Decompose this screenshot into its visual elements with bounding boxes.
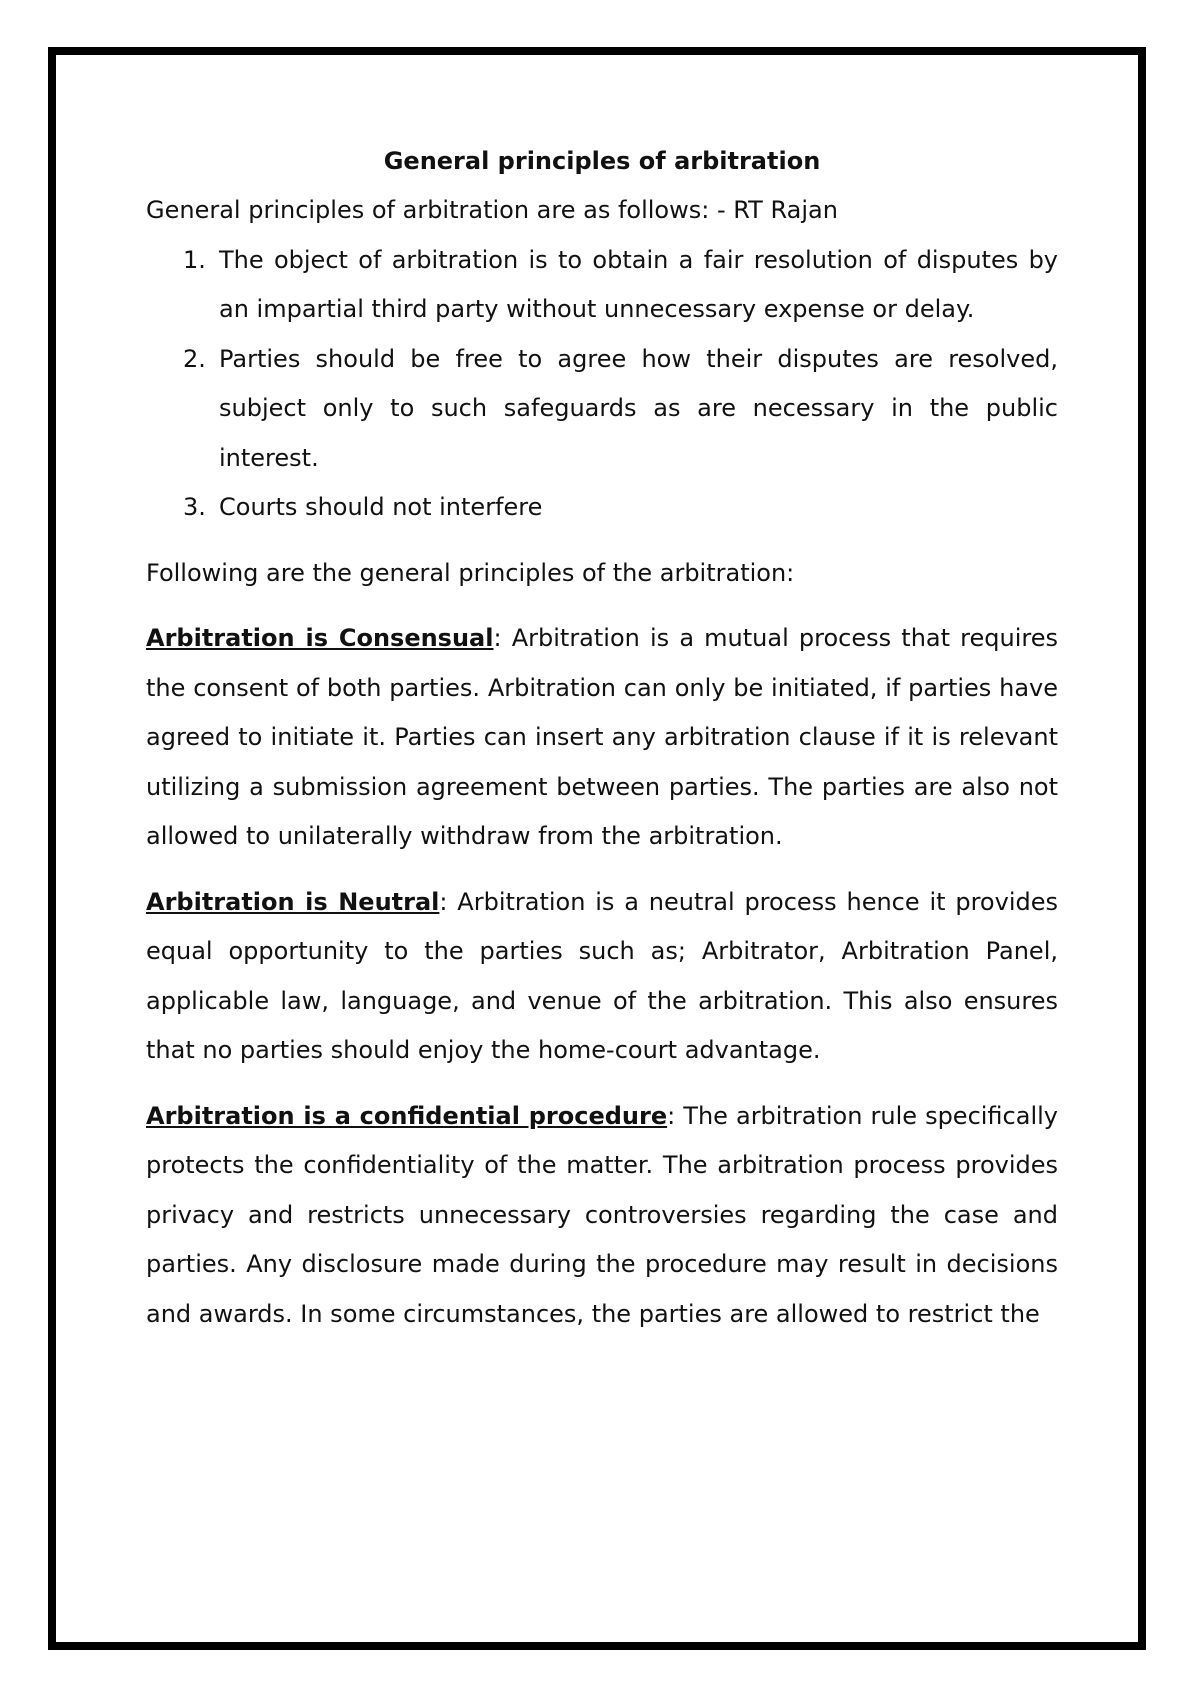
document-title: General principles of arbitration: [383, 147, 821, 175]
list-item: [146, 236, 1058, 335]
section-neutral: [146, 878, 1058, 1076]
list-item: [146, 335, 1058, 484]
intro-line: General principles of arbitration are as follows: - RT Rajan: [146, 196, 838, 224]
list-item-text: Parties should be free to agree how their disputes are resolved, subject only to such safeguards as are necessary in the public interest.: [219, 344, 1058, 472]
list-item-text: Courts should not interfere: [219, 493, 543, 521]
section-body: : Arbitration is a neutral process hence it provides equal opportunity to the parties such as; Arbitrator, Arbitration Panel, applicable law, language, and venue of the arbitration. This also ensures that no parties should enjoy the home-court advantage.: [146, 887, 1058, 1064]
section-term: Arbitration is a confidential procedure: [146, 1101, 668, 1130]
principles-list: [146, 236, 1058, 533]
following-line: Following are the general principles of the arbitration:: [146, 558, 795, 587]
section-body: : Arbitration is a mutual process that requires the consent of both parties. Arbitration can only be initiated, if parties have agreed to initiate it. Parties can insert any arbitration clause if it is relevant utilizing a submission agreement between parties. The parties are also not allowed to unilaterally withdraw from the arbitration.: [146, 624, 1058, 850]
list-number: 1.: [183, 245, 206, 274]
list-number: 2.: [183, 344, 206, 373]
list-item-text: The object of arbitration is to obtain a fair resolution of disputes by an impartial third party without unnecessary expense or delay.: [219, 245, 1058, 323]
list-number: 3.: [183, 493, 206, 521]
list-item: [146, 483, 1058, 533]
section-term: Arbitration is Neutral: [146, 887, 440, 916]
section-consensual: [146, 614, 1058, 862]
document-body: [146, 140, 1058, 1339]
section-confidential: [146, 1092, 1058, 1340]
section-term: Arbitration is Consensual: [146, 624, 494, 652]
section-body: : The arbitration rule specifically protects the confidentiality of the matter. The arbitration process provides privacy and restricts unnecessary controversies regarding the case and parties. Any disclosure made during the procedure may result in decisions and awards. In some circumstances, the parties are allowed to restrict the: [146, 1101, 1058, 1328]
